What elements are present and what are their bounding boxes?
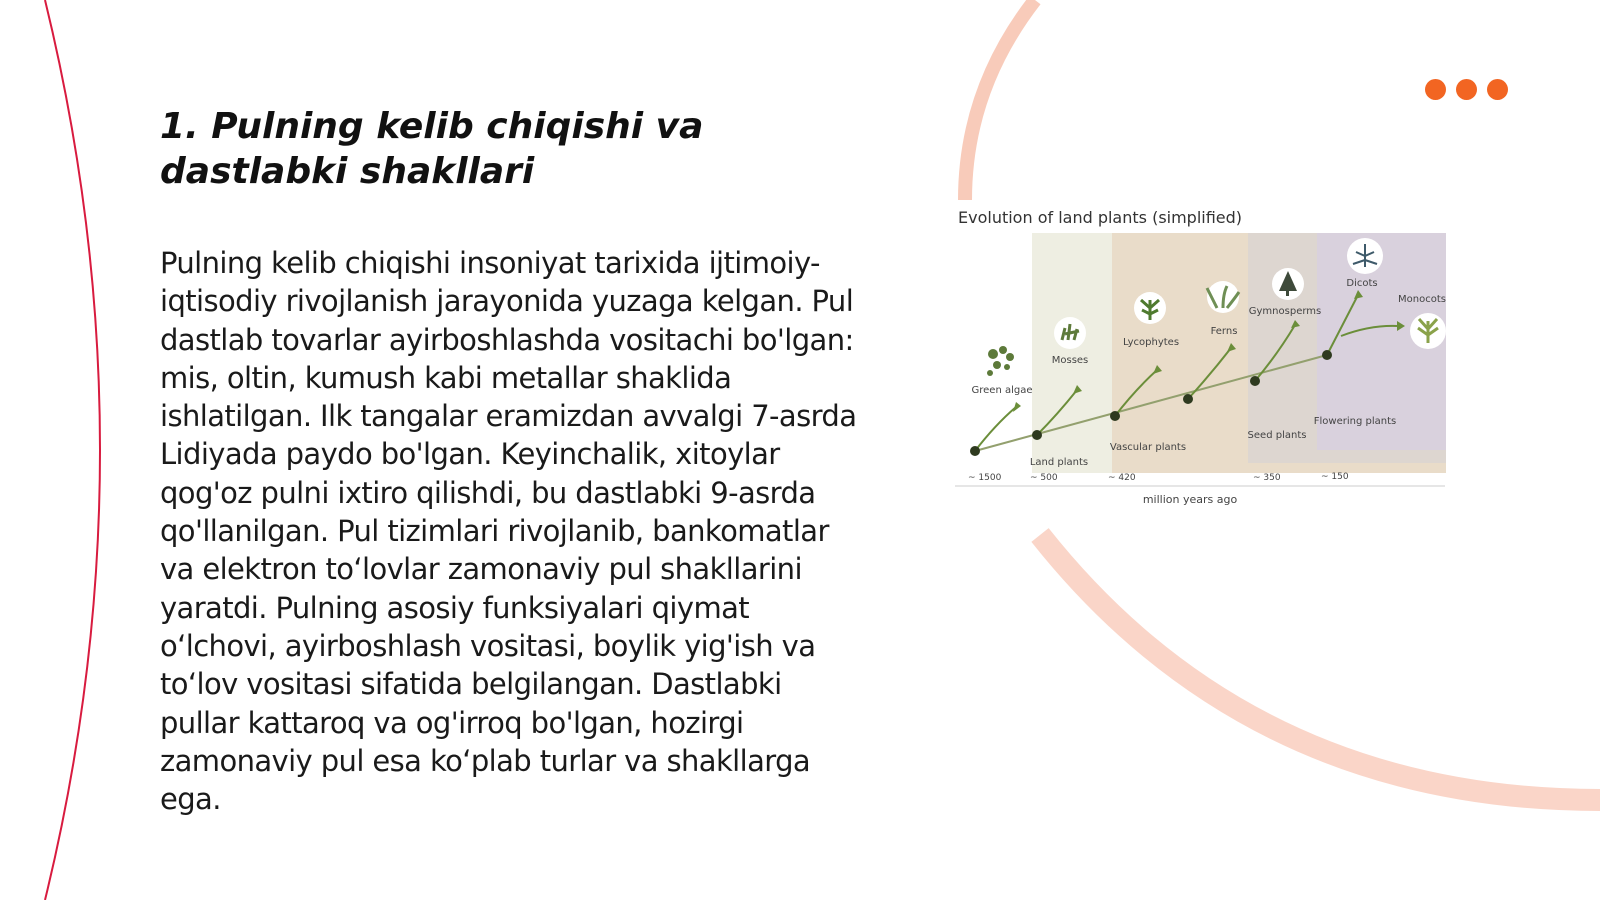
group-label: Mosses — [1051, 355, 1089, 366]
left-edge-line — [45, 0, 100, 900]
slide-body-text: Pulning kelib chiqishi insoniyat tarixida ijtimoiy-iqtisodiy rivojlanish jarayonida yuzaga kelgan. Pul dastlab tovarlar ayirboshlashda vositachi bo'lgan: mis, oltin, kumush kabi metallar shaklida ishlatilgan. Ilk tangalar eramizdan avvalgi 7-asrda Lidiyada paydo bo'lgan. Keyinchalik, xitoylar qog'oz pulni ixtiro qilishdi, bu dastlabki 9-asrda qo'llanilgan. Pul tizimlari rivojlanib, bankomatlar va elektron to‘lovlar zamonaviy pul shakllarini yaratdi. Pulning asosiy funksiyalari qiymat o‘lchovi, ayirboshlash vositasi, boylik yig'ish va to‘lov vositasi sifatida belgilangan. Dastlabki pullar kattaroq va og'irroq bo'lgan, hozirgi zamonaviy pul esa ko‘plab turlar va shakllarga ega. — [160, 246, 857, 817]
branch-node — [1110, 411, 1120, 421]
axis-label: million years ago — [1142, 493, 1238, 506]
branch-node — [1250, 376, 1260, 386]
gymnosperm-icon — [1272, 268, 1304, 300]
axis-tick: ~ 1500 — [968, 473, 1002, 483]
clade-label: Vascular plants — [1109, 442, 1187, 453]
group-label: Gymnosperms — [1248, 306, 1322, 317]
accent-dot — [1487, 79, 1508, 100]
moss-icon — [1054, 317, 1086, 349]
branch-node — [1183, 394, 1193, 404]
group-label: Dicots — [1346, 278, 1378, 289]
axis-tick: ~ 500 — [1030, 473, 1058, 483]
branch-node — [1322, 350, 1332, 360]
group-label: Ferns — [1210, 326, 1238, 337]
clade-label: Land plants — [1029, 457, 1089, 468]
fern-icon — [1207, 281, 1239, 313]
branch-node — [970, 446, 980, 456]
accent-dot — [1425, 79, 1446, 100]
decorative-arc-top — [965, 0, 1035, 200]
axis-tick: ~ 150 — [1321, 472, 1349, 482]
green-algae-icon — [987, 346, 1014, 376]
axis-tick: ~ 350 — [1253, 473, 1281, 483]
arrow-head — [1013, 402, 1021, 412]
group-label: Green algae — [971, 385, 1033, 396]
monocot-icon — [1410, 313, 1446, 349]
clade-label: Seed plants — [1247, 430, 1307, 441]
plant-evolution-diagram — [955, 230, 1451, 510]
dicot-icon — [1347, 238, 1383, 274]
clade-label: Flowering plants — [1313, 416, 1397, 427]
group-label: Lycophytes — [1122, 337, 1180, 348]
group-label: Monocots — [1398, 294, 1446, 305]
slide-title: 1. Pulning kelib chiqishi va dastlabki shakllari — [160, 106, 704, 192]
branch-node — [1032, 430, 1042, 440]
figure-caption: Evolution of land plants (simplified) — [958, 208, 1243, 227]
menu-dots — [1425, 79, 1508, 100]
axis-tick: ~ 420 — [1108, 473, 1136, 483]
accent-dot — [1456, 79, 1477, 100]
decorative-arc-bottom — [1040, 535, 1600, 800]
lycophyte-icon — [1134, 292, 1166, 324]
